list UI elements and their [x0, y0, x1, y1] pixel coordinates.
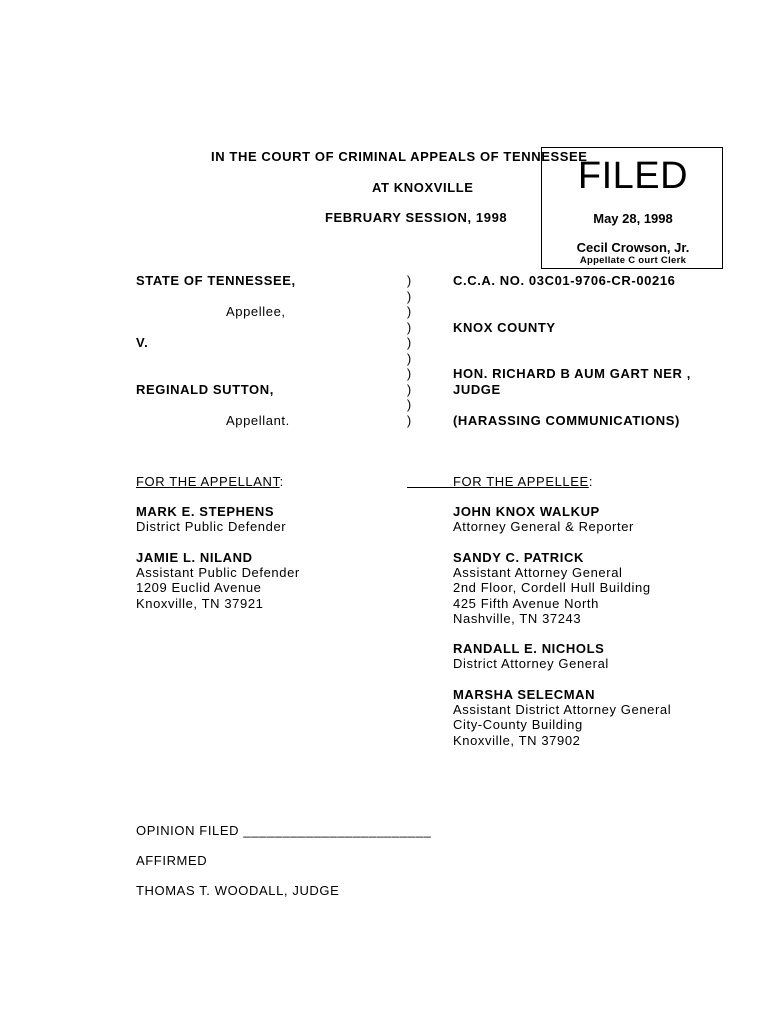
appellant-counsel-heading-colon: :	[279, 474, 284, 489]
caption-paren: )	[406, 289, 412, 304]
trial-judge-title: JUDGE	[453, 382, 501, 397]
appellant-counsel-heading	[136, 474, 284, 489]
counsel-line: Assistant District Attorney General	[453, 702, 672, 717]
counsel-line: Nashville, TN 37243	[453, 611, 582, 626]
appellee-role: Appellee,	[226, 304, 286, 319]
offense: (HARASSING COMMUNICATIONS)	[453, 413, 680, 428]
disposition: AFFIRMED	[136, 853, 208, 868]
counsel-line: Attorney General & Reporter	[453, 519, 634, 534]
counsel-line: 425 Fifth Avenue North	[453, 596, 599, 611]
appellant-role: Appellant.	[226, 413, 290, 428]
case-number: C.C.A. NO. 03C01-9706-CR-00216	[453, 273, 676, 288]
counsel-line: 2nd Floor, Cordell Hull Building	[453, 580, 651, 595]
counsel-line: City-County Building	[453, 717, 583, 732]
caption-paren: )	[406, 335, 412, 350]
appellee-counsel-heading-text: FOR THE APPELLEE	[453, 474, 589, 489]
counsel-name: SANDY C. PATRICK	[453, 550, 584, 565]
filed-stamp	[541, 147, 723, 269]
filed-stamp-label: FILED	[577, 155, 689, 197]
party-defendant: REGINALD SUTTON,	[136, 382, 274, 397]
opinion-filed-line: OPINION FILED ________________________	[136, 823, 432, 838]
caption-paren: )	[406, 413, 412, 428]
caption-paren: )	[406, 351, 412, 366]
counsel-name: MARSHA SELECMAN	[453, 687, 596, 702]
caption-paren: )	[406, 320, 412, 335]
county: KNOX COUNTY	[453, 320, 556, 335]
counsel-line: Knoxville, TN 37921	[136, 596, 264, 611]
clerk-title: Appellate C ourt Clerk	[579, 255, 687, 266]
counsel-line: District Attorney General	[453, 656, 609, 671]
counsel-line: Knoxville, TN 37902	[453, 733, 581, 748]
appellant-counsel-heading-text: FOR THE APPELLANT	[136, 474, 280, 489]
clerk-name: Cecil Crowson, Jr.	[576, 240, 690, 255]
court-session: FEBRUARY SESSION, 1998	[325, 210, 508, 225]
caption-paren: )	[406, 397, 412, 412]
counsel-name: RANDALL E. NICHOLS	[453, 641, 605, 656]
appellee-counsel-heading-colon: :	[588, 474, 594, 489]
court-location: AT KNOXVILLE	[372, 180, 474, 195]
trial-judge: HON. RICHARD B AUM GART NER ,	[453, 366, 691, 381]
caption-paren: )	[406, 366, 412, 381]
filed-date: May 28, 1998	[593, 211, 673, 226]
court-title: IN THE COURT OF CRIMINAL APPEALS OF TENNESSEE	[211, 149, 588, 164]
caption-paren: )	[406, 304, 412, 319]
caption-paren: )	[406, 273, 412, 288]
versus: V.	[136, 335, 149, 350]
counsel-name: MARK E. STEPHENS	[136, 504, 275, 519]
counsel-line: Assistant Attorney General	[453, 565, 623, 580]
heading-rule	[407, 487, 453, 488]
party-state: STATE OF TENNESSEE,	[136, 273, 296, 288]
counsel-name: JAMIE L. NILAND	[136, 550, 253, 565]
counsel-line: District Public Defender	[136, 519, 287, 534]
counsel-name: JOHN KNOX WALKUP	[453, 504, 600, 519]
counsel-line: 1209 Euclid Avenue	[136, 580, 262, 595]
caption-paren: )	[406, 382, 412, 397]
appellee-counsel-heading	[453, 474, 593, 489]
opinion-author: THOMAS T. WOODALL, JUDGE	[136, 883, 340, 898]
counsel-line: Assistant Public Defender	[136, 565, 300, 580]
